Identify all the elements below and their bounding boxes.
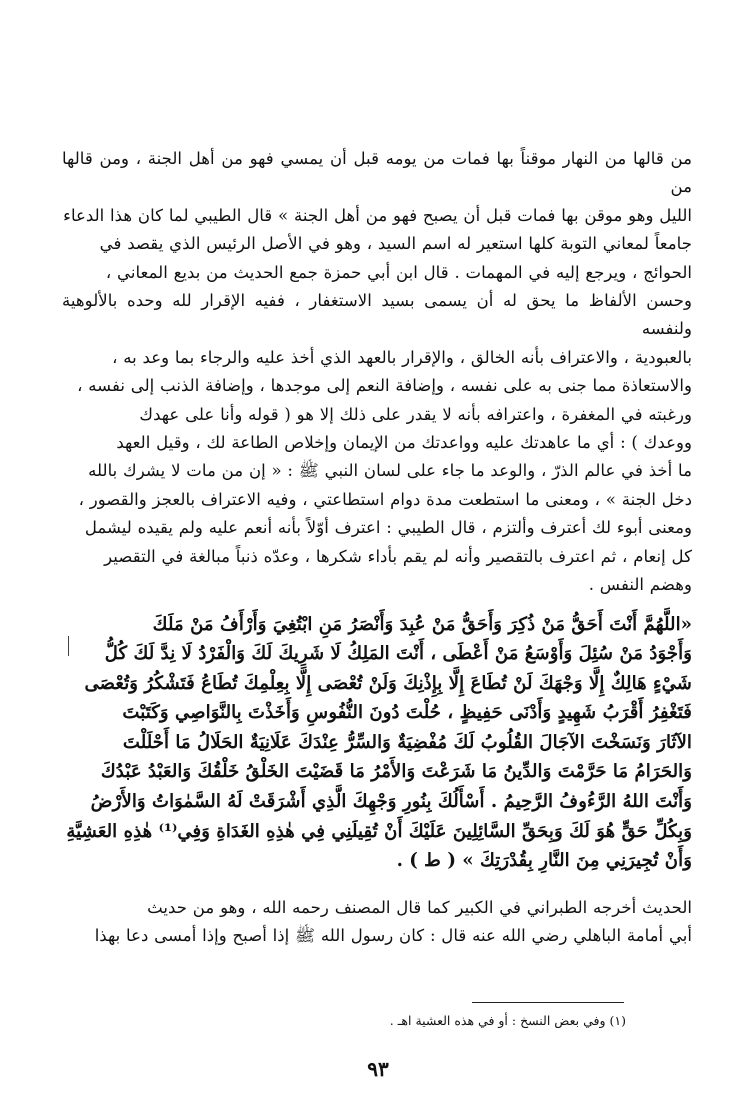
text-line: بالعبودية ، والاعتراف بأنه الخالق ، والإقرار بالعهد الذي أخذ عليه والرجاء بما وعد به ، [112,347,692,367]
text-line: ورغبته في المغفرة ، واعترافه بأنه لا يقدر على ذلك إلا هو ( قوله وأنا على عهدك [139,404,692,424]
prayer-line: الآثَارَ وَنَسَخْتَ الآجَالَ القُلُوبُ لَكَ مُفْضِيَةٌ وَالسِّرُّ عِنْدَكَ عَلَانِيَةٌ الحَلَالُ مَا أَحْلَلْتَ [122,731,692,753]
text-line: الحديث أخرجه الطبراني في الكبير كما قال المصنف رحمه الله ، وهو من حديث [147,898,692,918]
text-line: وحسن الألفاظ ما يحق له أن يسمى بسيد الاستغفار ، ففيه الإقرار لله وحده بالألوهية ولنفسه [62,291,692,339]
text-line: جامعاً لمعاني التوبة كلها استعير له اسم السيد ، وهو في الأصل الرئيس الذي يقصد في [99,234,692,254]
prayer-line: وَأَنْتَ اللهُ الرَّءُوفُ الرَّحِيمُ . أَسْأَلُكَ بِنُورِ وَجْهِكَ الَّذِي أَشْرَقَتْ لَهُ السَّمٰوَاتُ وَالأَرْضُ [90,791,692,813]
text-line: ما أخذ في عالم الذرّ ، والوعد ما جاء على لسان النبي ﷺ : « إن من مات لا يشرك بالله [88,461,692,481]
text-line: دخل الجنة » ، ومعنى ما استطعت مدة دوام استطاعتي ، وفيه الاعتراف بالعجز والقصور ، [78,489,692,509]
footnote: (١) وفي بعض النسخ : أو في هذه العشية اهـ . [389,1013,626,1028]
text-line: كل إنعام ، ثم اعترف بالتقصير وأنه لم يقم بأداء شكرها ، وعدّه ذنباً مبالغة في التقصير [104,546,692,566]
hadith-source-paragraph [62,894,692,951]
page-number: ٩٣ [367,1057,389,1081]
text-line: أبي أمامة الباهلي رضي الله عنه قال : كان رسول الله ﷺ إذا أصبح وإذا أمسى دعا بهذا [94,926,692,946]
text-line: الحوائج ، ويرجع إليه في المهمات . قال ابن أبي حمزة جمع الحديث من بديع المعاني ، [105,262,692,282]
prayer-line: وَالحَرَامُ مَا حَرَّمْتَ وَالدِّينُ مَا شَرَعْتَ وَالأَمْرُ مَا قَضَيْتَ الخَلْقُ خَلْقُكَ وَالعَبْدُ عَبْدُكَ [100,761,692,783]
prayer-text [62,610,692,876]
footnote-divider [472,1002,624,1003]
text-line: من قالها من النهار موقناً بها فمات من يومه قبل أن يمسي فهو من أهل الجنة ، ومن قالها من [62,149,692,197]
prayer-line: فَتَغْفِرُ أَقْرَبُ شَهِيدٍ وَأَدْنَى حَفِيظٍ ، حُلْتَ دُونَ النُّفُوسِ وَأَخَذْتَ بِالنَّوَاصِي وَكَتَبْتَ [122,702,692,724]
prayer-line: شَيْءٍ هَالِكٌ إِلَّا وَجْهَكَ لَنْ تُطَاعَ إِلَّا بِإِذْنِكَ وَلَنْ تُعْصَى إِلَّا بِعِلْمِكَ تُطَاعُ فَتَشْكُرُ وَتُعْصَى [84,672,692,694]
text-line: الليل وهو موقن بها فمات قبل أن يصبح فهو من أهل الجنة » قال الطيبي لما كان هذا الدعاء [63,205,692,225]
prayer-line: وَبِكُلِّ حَقٍّ هُوَ لَكَ وَبِحَقِّ السَّائِلِينَ عَلَيْكَ أَنْ تُقِيلَنِي فِي هٰذِهِ الغَدَاةِ وَفِي⁽¹⁾ هٰذِهِ العَشِيَّةِ [66,820,692,842]
prayer-line: وَأَنْ تُجِيرَنِي مِنَ النَّارِ بِقُدْرَتِكَ » ( ط ) . [396,850,692,872]
prayer-line: وَأَجْوَدُ مَنْ سُئِلَ وَأَوْسَعُ مَنْ أَعْطَى ، أَنْتَ المَلِكُ لَا شَرِيكَ لَكَ وَالْفَرْدُ لَا نِدَّ لَكَ كُلُّ [104,643,692,665]
text-line: وهضم النفس . [588,575,692,595]
prayer-line: «اللَّهُمَّ أَنْتَ أَحَقُّ مَنْ ذُكِرَ وَأَحَقُّ مَنْ عُبِدَ وَأَنْصَرُ مَنِ ابْتُغِيَ وَأَرْأَفُ مَنْ مَلَكَ [152,613,692,635]
text-line: ووعدك ) : أي ما عاهدتك عليه وواعدتك من الإيمان وإخلاص الطاعة لك ، وقيل العهد [116,433,692,453]
commentary-paragraph [62,145,692,600]
text-line: والاستعاذة مما جنى به على نفسه ، وإضافة النعم إلى موجدها ، وإضافة الذنب إلى نفسه ، [77,376,692,396]
text-line: ومعنى أبوء لك أعترف وألتزم ، قال الطيبي : اعترف أوّلاً بأنه أنعم عليه ولم يقيده ليشمل [84,518,692,538]
margin-mark [68,636,69,656]
page-body [62,145,692,951]
